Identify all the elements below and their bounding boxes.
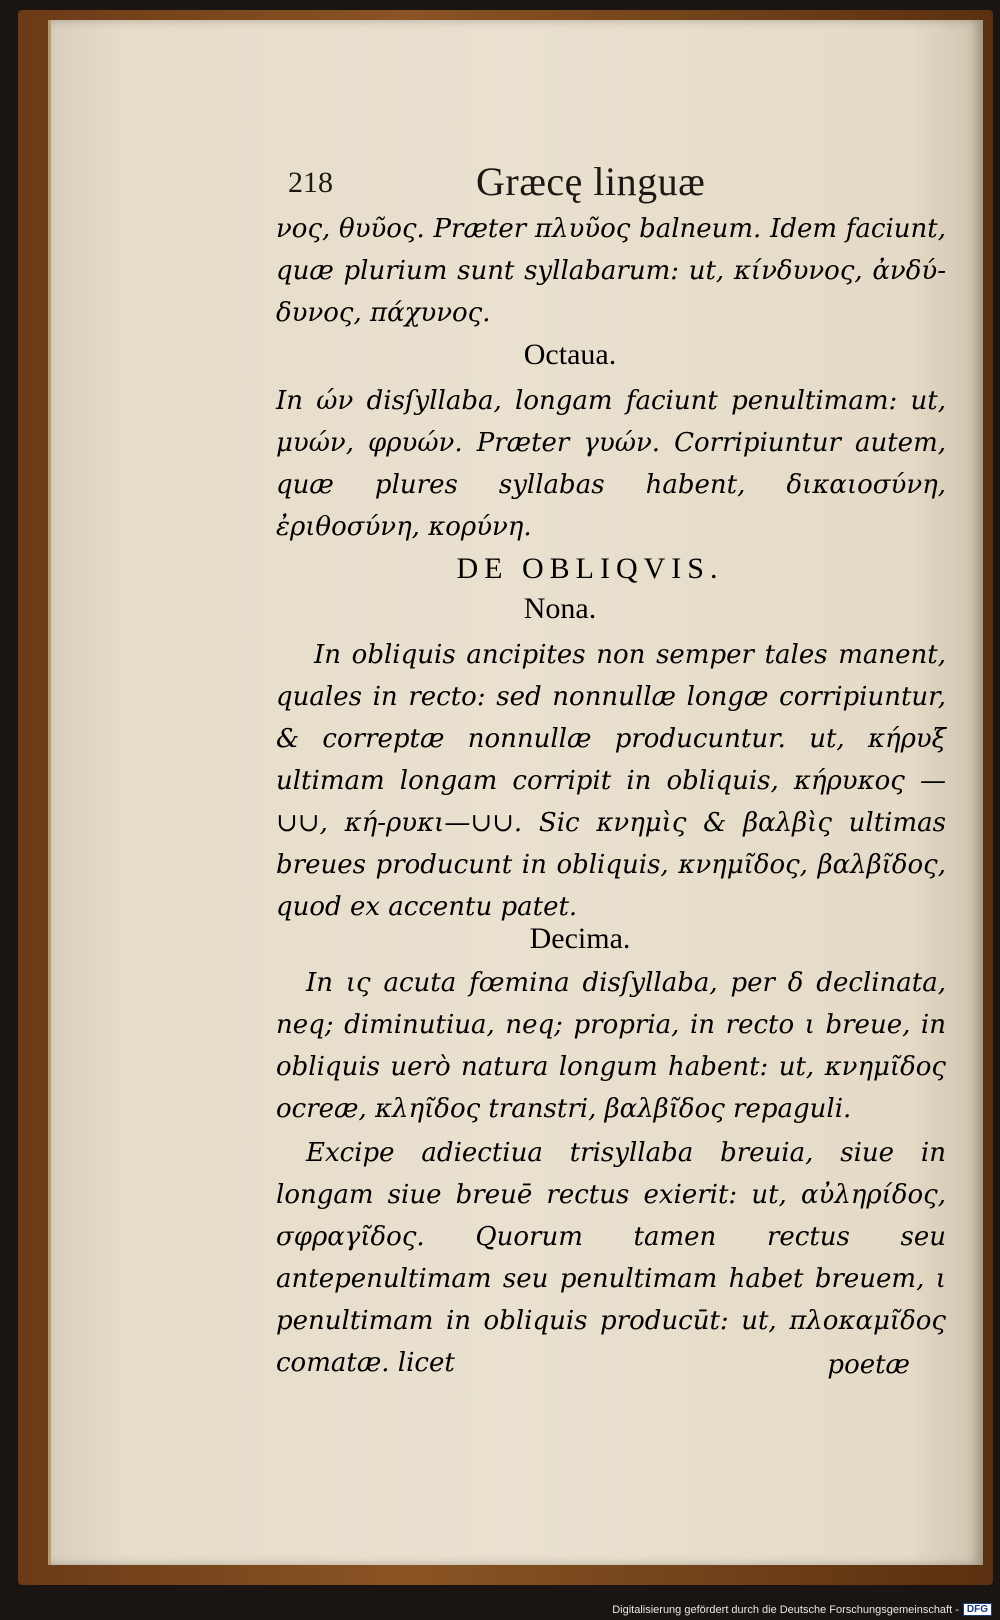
digitization-footer	[612, 1603, 992, 1616]
paragraph-nona: In obliquis ancipites non semper tales manent, quales in recto: sed nonnullæ longæ corripiuntur, & correptæ nonnullæ producuntur. ut, κήρυξ ultimam longam corripit in obliquis, κήρυκος —∪∪, κή-ρυκι—∪∪. Sic κνημὶς & βαλβὶς ultimas breues producunt in obliquis, κνημῖδος, βαλβῖδος, quod ex accentu patet.	[276, 640, 946, 922]
dfg-logo: DFG	[963, 1603, 992, 1616]
paragraph-octaua: In ών disſyllaba, longam faciunt penultimam: ut, μυών, φρυών. Præter γυών. Corripiuntur autem, quæ plures syllabas habent, δικαιοσύνη, ἐριθοσύνη, κορύνη.	[276, 386, 946, 542]
heading-de-obliquis: DE OBLIQVIS.	[456, 552, 724, 585]
paragraph-intro: νος, θυῦος. Præter πλυῦος balneum. Idem faciunt, quæ plurium sunt syllabarum: ut, κίνδυνος, ἀνδύ-δυνος, πάχυνος.	[276, 214, 946, 328]
running-title: Græcę linguæ	[476, 159, 706, 204]
page-number: 218	[288, 166, 333, 199]
catchword: poetæ	[827, 1350, 910, 1380]
heading-nona: Nona.	[523, 592, 597, 625]
page-content	[226, 150, 946, 214]
heading-decima: Decima.	[529, 922, 631, 955]
paragraph-decima: In ις acuta fœmina disſyllaba, per δ declinata, neq; diminutiua, neq; propria, in recto ι breue, in obliquis uerò natura longum habent: ut, κνημῖδος ocreæ, κληῖδος transtri, βαλβῖδος repaguli.	[276, 968, 946, 1124]
page-header	[226, 150, 946, 214]
footer-credit: Digitalisierung gefördert durch die Deutsche Forschungsgemeinschaft -	[612, 1603, 959, 1616]
paragraph-excipe: Excipe adiectiua trisyllaba breuia, siue in longam siue breuē rectus exierit: ut, αὐληρίδος, σφραγῖδος. Quorum tamen rectus seu antepenultimam seu penultimam habet breuem, ι penultimam in obliquis producūt: ut, πλοκαμῖδος comatæ. licet	[276, 1138, 946, 1378]
heading-octaua: Octaua.	[523, 338, 617, 371]
